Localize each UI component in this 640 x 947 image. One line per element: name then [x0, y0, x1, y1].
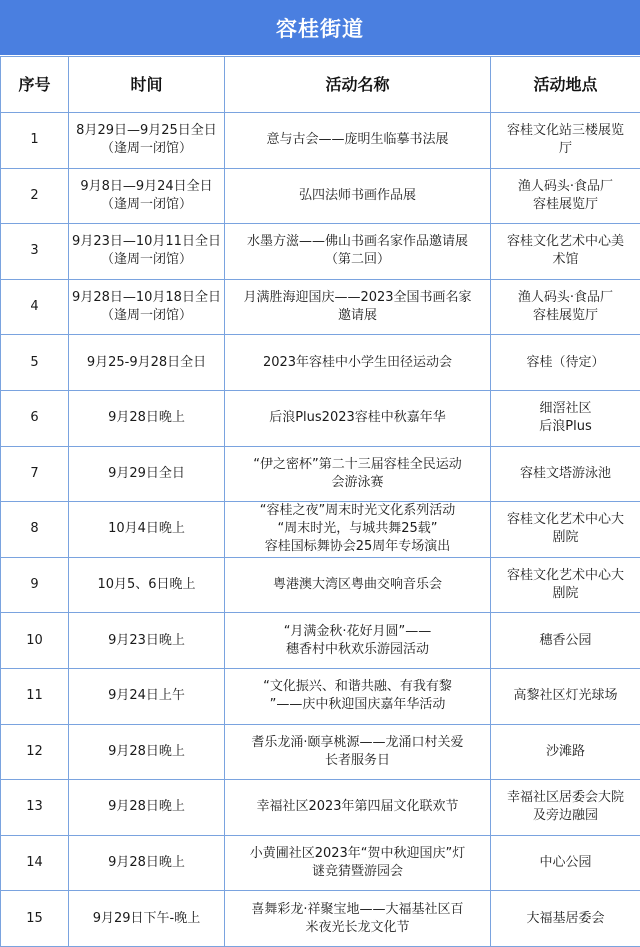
cell-location — [491, 335, 640, 391]
cell-location — [491, 224, 640, 280]
cell-text-line: 粤港澳大湾区粤曲交响音乐会 — [228, 576, 487, 594]
cell-text-line: 大福基居委会 — [494, 910, 637, 928]
cell-text-line: 容桂国标舞协会25周年专场演出 — [228, 538, 487, 556]
cell-text-line: 容桂（待定） — [494, 354, 637, 372]
cell-index: 8 — [1, 502, 69, 558]
cell-time — [69, 835, 225, 891]
cell-text-line: 穗香村中秋欢乐游园活动 — [228, 641, 487, 659]
cell-location — [491, 168, 640, 224]
cell-text-line: （逢周一闭馆） — [72, 196, 221, 214]
cell-text-line: 米夜光长龙文化节 — [228, 919, 487, 937]
cell-index: 3 — [1, 224, 69, 280]
cell-text-line: 9月28日晚上 — [72, 743, 221, 761]
table-row — [1, 557, 640, 613]
cell-text-line: 容桂文化站三楼展览 — [494, 122, 637, 140]
cell-text-line: 幸福社区居委会大院 — [494, 789, 637, 807]
cell-text-line: （逢周一闭馆） — [72, 251, 221, 269]
cell-text-line: 幸福社区2023年第四届文化联欢节 — [228, 798, 487, 816]
cell-text-line: 后浪Plus — [494, 418, 637, 436]
cell-text-line: 剧院 — [494, 585, 637, 603]
cell-text-line: （第二回） — [228, 251, 487, 269]
cell-index: 12 — [1, 724, 69, 780]
cell-text-line: 小黄圃社区2023年“贺中秋迎国庆”灯 — [228, 845, 487, 863]
cell-text-line: 2023年容桂中小学生田径运动会 — [228, 354, 487, 372]
cell-time — [69, 613, 225, 669]
cell-text-line: 9月29日全日 — [72, 465, 221, 483]
cell-text-line: 弘四法师书画作品展 — [228, 187, 487, 205]
cell-index: 2 — [1, 168, 69, 224]
cell-text-line: “文化振兴、和谐共融、有我有黎 — [228, 678, 487, 696]
cell-text-line: 后浪Plus2023容桂中秋嘉年华 — [228, 409, 487, 427]
cell-text-line: 10月5、6日晚上 — [72, 576, 221, 594]
cell-index: 13 — [1, 780, 69, 836]
cell-text-line: 渔人码头·食品厂 — [494, 178, 637, 196]
cell-activity-name — [225, 224, 491, 280]
cell-text-line: 容桂展览厅 — [494, 196, 637, 214]
cell-time — [69, 891, 225, 947]
cell-location — [491, 613, 640, 669]
cell-location — [491, 390, 640, 446]
cell-activity-name — [225, 613, 491, 669]
cell-time — [69, 502, 225, 558]
table-row — [1, 224, 640, 280]
table-row — [1, 668, 640, 724]
cell-text-line: 中心公园 — [494, 854, 637, 872]
table-row — [1, 502, 640, 558]
cell-index: 5 — [1, 335, 69, 391]
cell-text-line: 9月23日晚上 — [72, 632, 221, 650]
activity-table — [0, 56, 640, 947]
table-body — [1, 113, 640, 947]
cell-text-line: （逢周一闭馆） — [72, 307, 221, 325]
cell-index: 1 — [1, 113, 69, 169]
cell-activity-name — [225, 557, 491, 613]
cell-text-line: 长者服务日 — [228, 752, 487, 770]
cell-text-line: 细滘社区 — [494, 400, 637, 418]
cell-text-line: 渔人码头·食品厂 — [494, 289, 637, 307]
cell-text-line: 喜舞彩龙·祥聚宝地——大福基社区百 — [228, 901, 487, 919]
table-row — [1, 335, 640, 391]
cell-text-line: 9月28日晚上 — [72, 409, 221, 427]
cell-text-line: 及旁边融园 — [494, 807, 637, 825]
cell-text-line: 容桂展览厅 — [494, 307, 637, 325]
cell-text-line: 高黎社区灯光球场 — [494, 687, 637, 705]
cell-text-line: 9月28日晚上 — [72, 798, 221, 816]
cell-index: 11 — [1, 668, 69, 724]
cell-index: 15 — [1, 891, 69, 947]
cell-time — [69, 668, 225, 724]
table-row — [1, 390, 640, 446]
cell-text-line: 邀请展 — [228, 307, 487, 325]
cell-text-line: 容桂文化艺术中心大 — [494, 567, 637, 585]
cell-text-line: 9月29日下午-晚上 — [72, 910, 221, 928]
cell-text-line: 水墨方滋——佛山书画名家作品邀请展 — [228, 233, 487, 251]
cell-text-line: 沙滩路 — [494, 743, 637, 761]
cell-location — [491, 279, 640, 335]
table-row — [1, 724, 640, 780]
cell-location — [491, 891, 640, 947]
cell-location — [491, 113, 640, 169]
cell-text-line: 会游泳赛 — [228, 474, 487, 492]
cell-text-line: 9月8日—9月24日全日 — [72, 178, 221, 196]
table-row — [1, 168, 640, 224]
cell-time — [69, 168, 225, 224]
table-row — [1, 279, 640, 335]
cell-activity-name — [225, 780, 491, 836]
cell-text-line: 9月25-9月28日全日 — [72, 354, 221, 372]
cell-text-line: 意与古会——庞明生临摹书法展 — [228, 131, 487, 149]
cell-index: 10 — [1, 613, 69, 669]
table-row — [1, 613, 640, 669]
header-activity-name: 活动名称 — [225, 57, 491, 113]
cell-text-line: “周末时光，与城共舞25载” — [228, 520, 487, 538]
cell-text-line: ”——庆中秋迎国庆嘉年华活动 — [228, 696, 487, 714]
cell-text-line: 容桂文化艺术中心大 — [494, 511, 637, 529]
cell-activity-name — [225, 724, 491, 780]
table-row — [1, 113, 640, 169]
cell-activity-name — [225, 113, 491, 169]
cell-text-line: 穗香公园 — [494, 632, 637, 650]
cell-index: 7 — [1, 446, 69, 502]
cell-activity-name — [225, 168, 491, 224]
cell-text-line: 谜竞猜暨游园会 — [228, 863, 487, 881]
table-row — [1, 446, 640, 502]
cell-text-line: 9月28日晚上 — [72, 854, 221, 872]
cell-text-line: 8月29日—9月25日全日 — [72, 122, 221, 140]
cell-text-line: “容桂之夜”周末时光文化系列活动 — [228, 502, 487, 520]
cell-index: 9 — [1, 557, 69, 613]
cell-time — [69, 335, 225, 391]
cell-text-line: 9月28日—10月18日全日 — [72, 289, 221, 307]
cell-time — [69, 224, 225, 280]
cell-activity-name — [225, 335, 491, 391]
cell-text-line: 剧院 — [494, 529, 637, 547]
cell-index: 4 — [1, 279, 69, 335]
table-header-row — [1, 57, 640, 113]
cell-time — [69, 390, 225, 446]
table-row — [1, 835, 640, 891]
cell-index: 6 — [1, 390, 69, 446]
cell-location — [491, 502, 640, 558]
header-index: 序号 — [1, 57, 69, 113]
cell-time — [69, 113, 225, 169]
cell-time — [69, 557, 225, 613]
table-row — [1, 780, 640, 836]
cell-activity-name — [225, 390, 491, 446]
cell-location — [491, 835, 640, 891]
header-location: 活动地点 — [491, 57, 640, 113]
page-title: 容桂街道 — [0, 0, 640, 55]
cell-activity-name — [225, 891, 491, 947]
cell-text-line: 月满胜海迎国庆——2023全国书画名家 — [228, 289, 487, 307]
cell-activity-name — [225, 835, 491, 891]
table-row — [1, 891, 640, 947]
cell-text-line: （逢周一闭馆） — [72, 140, 221, 158]
cell-location — [491, 446, 640, 502]
cell-time — [69, 279, 225, 335]
cell-text-line: “伊之密杯”第二十三届容桂全民运动 — [228, 456, 487, 474]
cell-time — [69, 446, 225, 502]
cell-location — [491, 668, 640, 724]
cell-time — [69, 780, 225, 836]
cell-text-line: 容桂文化艺术中心美 — [494, 233, 637, 251]
cell-text-line: 厅 — [494, 140, 637, 158]
cell-text-line: 9月24日上午 — [72, 687, 221, 705]
cell-activity-name — [225, 668, 491, 724]
cell-text-line: 9月23日—10月11日全日 — [72, 233, 221, 251]
header-time: 时间 — [69, 57, 225, 113]
cell-location — [491, 557, 640, 613]
cell-text-line: 耆乐龙涌·颐享桃源——龙涌口村关爱 — [228, 734, 487, 752]
cell-text-line: 术馆 — [494, 251, 637, 269]
cell-text-line: 10月4日晚上 — [72, 520, 221, 538]
cell-activity-name — [225, 279, 491, 335]
cell-time — [69, 724, 225, 780]
cell-location — [491, 780, 640, 836]
cell-activity-name — [225, 502, 491, 558]
cell-location — [491, 724, 640, 780]
cell-text-line: “月满金秋·花好月圆”—— — [228, 623, 487, 641]
cell-text-line: 容桂文塔游泳池 — [494, 465, 637, 483]
cell-index: 14 — [1, 835, 69, 891]
cell-activity-name — [225, 446, 491, 502]
